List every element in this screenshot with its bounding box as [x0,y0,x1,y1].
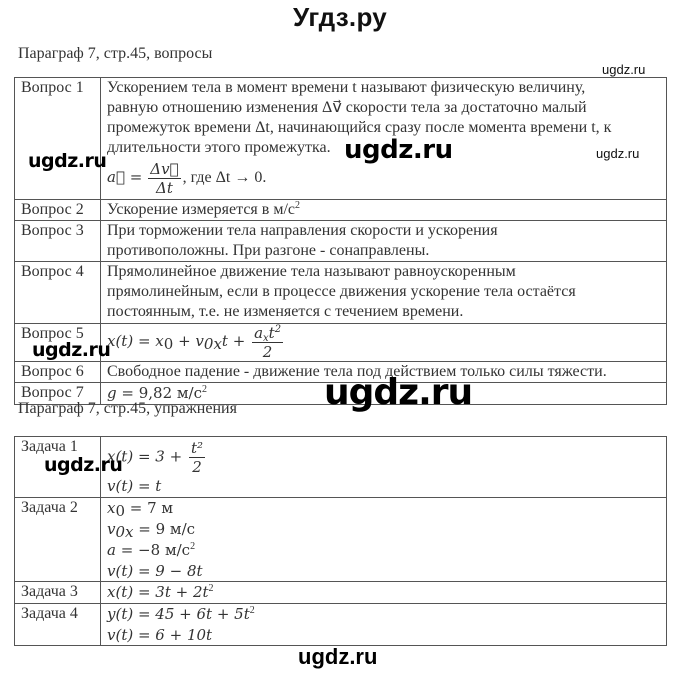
table-row-question-3 [15,221,667,262]
fraction-denominator: 2 [262,343,273,361]
formula-part: v [107,520,116,538]
row-content [101,200,667,221]
formula-lhs: a⃗ = [107,168,143,187]
superscript: 2 [202,384,208,395]
watermark: ugdz.ru [344,135,453,165]
table-row-question-1 [15,78,667,200]
row-label: Вопрос 3 [15,221,101,262]
formula-part: a [107,541,116,559]
table-row-question-5 [15,324,667,362]
formula-part: = 9,82 м/с [116,384,203,402]
formula-line [107,540,660,561]
formula-part: y(t) = 45 + 6t + 5t [107,605,250,623]
formula-part: = 7 м [125,499,174,517]
formula-line [107,498,660,519]
text-line: равную отношению изменения Δv⃗ скорости тела за достаточно малый [107,99,587,116]
row-label: Задача 1 [15,437,101,498]
subscript: 0 [115,502,126,520]
formula-part: x(t) = 3 + [107,447,187,466]
questions-heading: Параграф 7, стр.45, вопросы [18,45,213,62]
text-line: Ускорением тела в момент времени t называют физическую величину, [107,79,586,96]
formula-line: v(t) = 6 + 10t [107,626,213,644]
subscript: x [263,333,269,344]
row-label: Задача 3 [15,582,101,604]
row-label: Вопрос 5 [15,324,101,362]
fraction-denominator: Δt [156,179,173,197]
watermark: ugdz.ru [44,454,123,476]
row-content [101,604,667,646]
formula-part: x(t) = x [107,332,164,351]
exercises-heading: Параграф 7, стр.45, упражнения [18,400,237,417]
formula-part: = −8 м/с [115,541,191,559]
fraction-numerator: t² [190,439,203,457]
row-content [101,582,667,604]
row-label: Вопрос 6 [15,362,101,383]
acceleration-formula [107,160,660,197]
row-label: Задача 4 [15,604,101,646]
formula-part: t [268,324,275,342]
table-row-question-4 [15,262,667,324]
formula-line: v(t) = 9 − 8t [107,562,203,580]
motion-equation [101,324,667,362]
formula-line [107,519,660,540]
fraction-numerator [252,324,283,343]
table-row-question-2 [15,200,667,221]
watermark: ugdz.ru [298,644,378,669]
formula-part: a [254,324,264,342]
formula-line [107,604,660,625]
subscript: 0x [115,523,134,541]
formula-part: = 9 м/с [133,520,196,538]
text-line: При торможении тела направления скорости и ускорения [107,222,498,239]
formula-line [107,439,660,476]
row-content [101,498,667,582]
row-content [101,437,667,498]
superscript: 2 [249,605,255,616]
subscript: 0x [203,335,222,354]
fraction-numerator: Δv⃗ [150,160,179,178]
fraction [189,439,205,476]
fraction-denominator: 2 [192,458,202,476]
row-label: Вопрос 2 [15,200,101,221]
row-content [101,262,667,324]
row-label: Вопрос 4 [15,262,101,324]
table-row-task-4 [15,604,667,646]
watermark: ugdz.ru [28,150,107,172]
row-label: Вопрос 1 [15,78,101,200]
superscript: 2 [190,541,196,552]
formula-tail: , где Δt → 0. [182,169,267,187]
table-row-task-3 [15,582,667,604]
formula-part: g [107,384,117,402]
text-line: промежуток времени Δt, начинающийся сразу после момента времени t, к [107,119,612,136]
formula-part: x [107,499,116,517]
watermark: ugdz.ru [324,372,473,413]
superscript: 2 [208,583,214,594]
row-label: Задача 2 [15,498,101,582]
superscript: 2 [274,324,282,335]
text-line: длительности этого промежутка. [107,139,331,156]
fraction [148,160,180,197]
row-label: Вопрос 7 [15,383,101,405]
text-line: прямолинейным, если в процессе движения ускорение тела остаётся [107,283,576,300]
watermark: ugdz.ru [602,62,646,77]
watermark: ugdz.ru [32,339,111,361]
fraction [252,324,283,361]
row-content [101,221,667,262]
formula-part: x(t) = 3t + 2t [107,583,209,601]
site-title: Угдз.ру [292,2,388,32]
superscript: 2 [295,200,301,211]
formula-part: + v [173,332,204,351]
text-line: постоянным, т.е. не изменяется с течением времени. [107,303,464,320]
row-content: Свободное падение - движение тела под действием только силы тяжести. [101,362,667,383]
questions-table [14,77,667,405]
text-line: Прямолинейное движение тела называют равноускоренным [107,263,516,280]
answer-text: Ускорение измеряется в м/с [107,201,296,218]
watermark: ugdz.ru [596,146,640,161]
formula-line: v(t) = t [107,477,162,495]
subscript: 0 [163,335,174,354]
formula-part: t + [221,332,251,351]
text-line: противоположны. При разгоне - сонаправлены. [107,242,430,259]
table-row-task-2 [15,498,667,582]
